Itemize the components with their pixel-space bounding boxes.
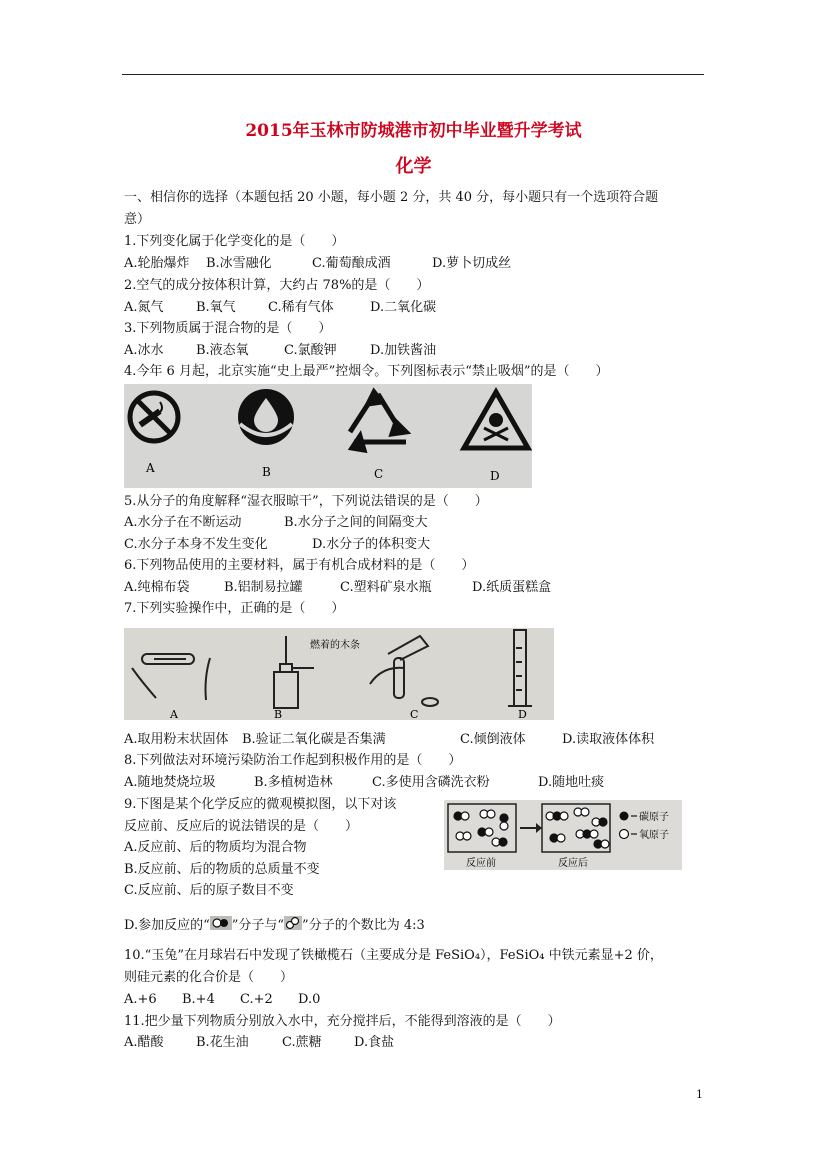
water-saving-icon: [238, 389, 294, 445]
arrow-right-icon: [520, 823, 542, 833]
q1-option-a: A.轮胎爆炸: [124, 256, 190, 271]
q7-label-b: B: [274, 708, 283, 720]
q3-option-d: D.加铁酱油: [370, 343, 437, 358]
q6-option-b: B.铝制易拉罐: [224, 580, 303, 595]
q9-option-b: B.反应前、后的物质的总质量不变: [124, 862, 320, 877]
q7-option-c: C.倾倒液体: [460, 732, 526, 747]
q6-option-d: D.纸质蛋糕盒: [472, 580, 552, 595]
test-tube-powder-icon: [132, 654, 210, 700]
q4-label-b: B: [262, 465, 271, 479]
q9-stem-line2: 反应前、反应后的说法错误的是（ ）: [124, 819, 359, 834]
o2-molecule-icon: [284, 916, 302, 935]
q5-option-d: D.水分子的体积变大: [312, 537, 431, 552]
q1-options: [124, 256, 511, 272]
q6-option-a: A.纯棉布袋: [124, 580, 190, 595]
q7-figure: [124, 628, 554, 720]
q5-options-row2: [124, 537, 430, 553]
q4-stem: 4.今年 6 月起，北京实施“史上最严”控烟令。下列图标表示“禁止吸烟”的是（ ）: [124, 364, 609, 379]
q1-option-b: B.冰雪融化: [206, 256, 272, 271]
q11-stem: 11.把少量下列物质分别放入水中，充分搅拌后，不能得到溶液的是（ ）: [124, 1014, 561, 1029]
q7-option-b: B.验证二氧化碳是否集满: [242, 732, 386, 747]
q4-label-d: D: [490, 469, 500, 483]
q8-option-b: B.多植树造林: [254, 775, 333, 790]
legend-carbon: [620, 810, 670, 823]
q3-option-a: A.冰水: [124, 343, 164, 358]
q11-options: [124, 1035, 394, 1051]
q3-options: [124, 343, 436, 359]
toxic-warning-icon: [464, 392, 528, 448]
q1-option-d: D.萝卜切成丝: [432, 256, 512, 271]
q10-option-b: B.+4: [182, 992, 215, 1007]
q9-option-d-pre: D.参加反应的“: [124, 918, 210, 933]
q9-option-c: C.反应前、后的原子数目不变: [124, 883, 294, 898]
legend-oxygen-label: 氧原子: [639, 830, 669, 841]
q8-option-a: A.随地焚烧垃圾: [124, 775, 216, 790]
q10-stem-line2: 则硅元素的化合价是（ ）: [124, 970, 294, 985]
q6-stem: 6.下列物品使用的主要材料，属于有机合成材料的是（ ）: [124, 558, 475, 573]
q3-option-c: C.氯酸钾: [284, 343, 337, 358]
q3-stem: 3.下列物质属于混合物的是（ ）: [124, 321, 332, 336]
no-smoking-icon: [130, 393, 178, 441]
q11-option-d: D.食盐: [354, 1035, 395, 1050]
q2-option-c: C.稀有气体: [268, 300, 334, 315]
q7-option-a: A.取用粉末状固体: [124, 732, 229, 747]
q9-reaction-diagram: [444, 800, 682, 870]
q6-option-c: C.塑料矿泉水瓶: [340, 580, 432, 595]
q9-figure: [444, 800, 682, 870]
q11-option-a: A.醋酸: [124, 1035, 164, 1050]
q7-options: [124, 732, 654, 748]
recycle-icon: [350, 392, 406, 450]
q2-stem: 2.空气的成分按体积计算，大约占 78%的是（ ）: [124, 278, 430, 293]
gas-bottle-icon: [274, 636, 314, 708]
q5-option-b: B.水分子之间的间隔变大: [284, 515, 428, 530]
q2-option-d: D.二氧化碳: [370, 300, 437, 315]
q7-stem: 7.下列实验操作中，正确的是（ ）: [124, 601, 345, 616]
legend-carbon-label: 碳原子: [639, 812, 669, 823]
q4-icons: [124, 384, 532, 488]
q7-option-d: D.读取液体体积: [562, 732, 655, 747]
q3-option-b: B.液态氧: [196, 343, 249, 358]
q11-option-c: C.蔗糖: [282, 1035, 322, 1050]
q7-apparatus: [124, 628, 554, 720]
section-heading-line2: 意）: [124, 212, 151, 227]
q7-figure-caption: 燃着的木条: [310, 640, 360, 651]
q2-option-b: B.氧气: [196, 300, 236, 315]
q9-option-d-post: ”分子的个数比为 4:3: [302, 918, 425, 933]
q2-option-a: A.氮气: [124, 300, 164, 315]
graduated-cylinder-icon: [508, 630, 532, 706]
before-label: 反应前: [466, 858, 496, 869]
q2-options: [124, 300, 436, 316]
q7-label-d: D: [518, 708, 527, 720]
q9-option-d: [124, 916, 425, 935]
after-label: 反应后: [558, 858, 588, 869]
q1-option-c: C.葡萄酿成酒: [312, 256, 391, 271]
q8-stem: 8.下列做法对环境污染防治工作起到积极作用的是（ ）: [124, 753, 462, 768]
q8-option-c: C.多使用含磷洗衣粉: [372, 775, 490, 790]
q4-label-c: C: [374, 467, 384, 481]
q10-option-d: D.0: [298, 992, 321, 1007]
after-molecules: [546, 808, 609, 848]
pouring-liquid-icon: [370, 636, 438, 706]
q9-option-a: A.反应前、后的物质均为混合物: [124, 840, 307, 855]
q8-option-d: D.随地吐痰: [538, 775, 605, 790]
subject-title: 化学: [395, 156, 432, 177]
q4-label-a: A: [146, 461, 155, 475]
q10-option-a: A.+6: [124, 992, 157, 1007]
header-rule: [122, 74, 704, 75]
q4-figure: [124, 384, 532, 488]
q1-stem: 1.下列变化属于化学变化的是（ ）: [124, 234, 345, 249]
q5-option-a: A.水分子在不断运动: [124, 515, 242, 530]
q7-label-a: A: [170, 708, 178, 720]
q11-option-b: B.花生油: [196, 1035, 249, 1050]
q9-stem-line1: 9.下图是某个化学反应的微观模拟图，以下对该: [124, 797, 397, 812]
q6-options: [124, 580, 551, 596]
q5-option-c: C.水分子本身不发生变化: [124, 537, 268, 552]
q10-option-c: C.+2: [240, 992, 273, 1007]
co-molecule-icon: [210, 916, 232, 935]
q10-stem-line1: 10.“玉兔”在月球岩石中发现了铁橄榄石（主要成分是 FeSiO₄），FeSiO₄ 中铁元素显+2 价，: [124, 948, 663, 963]
page-number: 1: [696, 1088, 703, 1101]
q7-label-c: C: [410, 708, 419, 720]
section-heading-line1: 一、相信你的选择（本题包括 20 小题，每小题 2 分，共 40 分，每小题只有一个选项符合题: [124, 190, 659, 205]
q5-options-row1: [124, 515, 428, 531]
q10-options: [124, 992, 320, 1008]
q8-options: [124, 775, 604, 791]
legend-oxygen: [620, 828, 670, 841]
q5-stem: 5.从分子的角度解释“湿衣服晾干”，下列说法错误的是（ ）: [124, 494, 488, 509]
exam-title: 2015年玉林市防城港市初中毕业暨升学考试: [245, 121, 582, 141]
before-molecules: [454, 810, 508, 846]
q9-option-d-mid: ”分子与“: [231, 918, 285, 933]
